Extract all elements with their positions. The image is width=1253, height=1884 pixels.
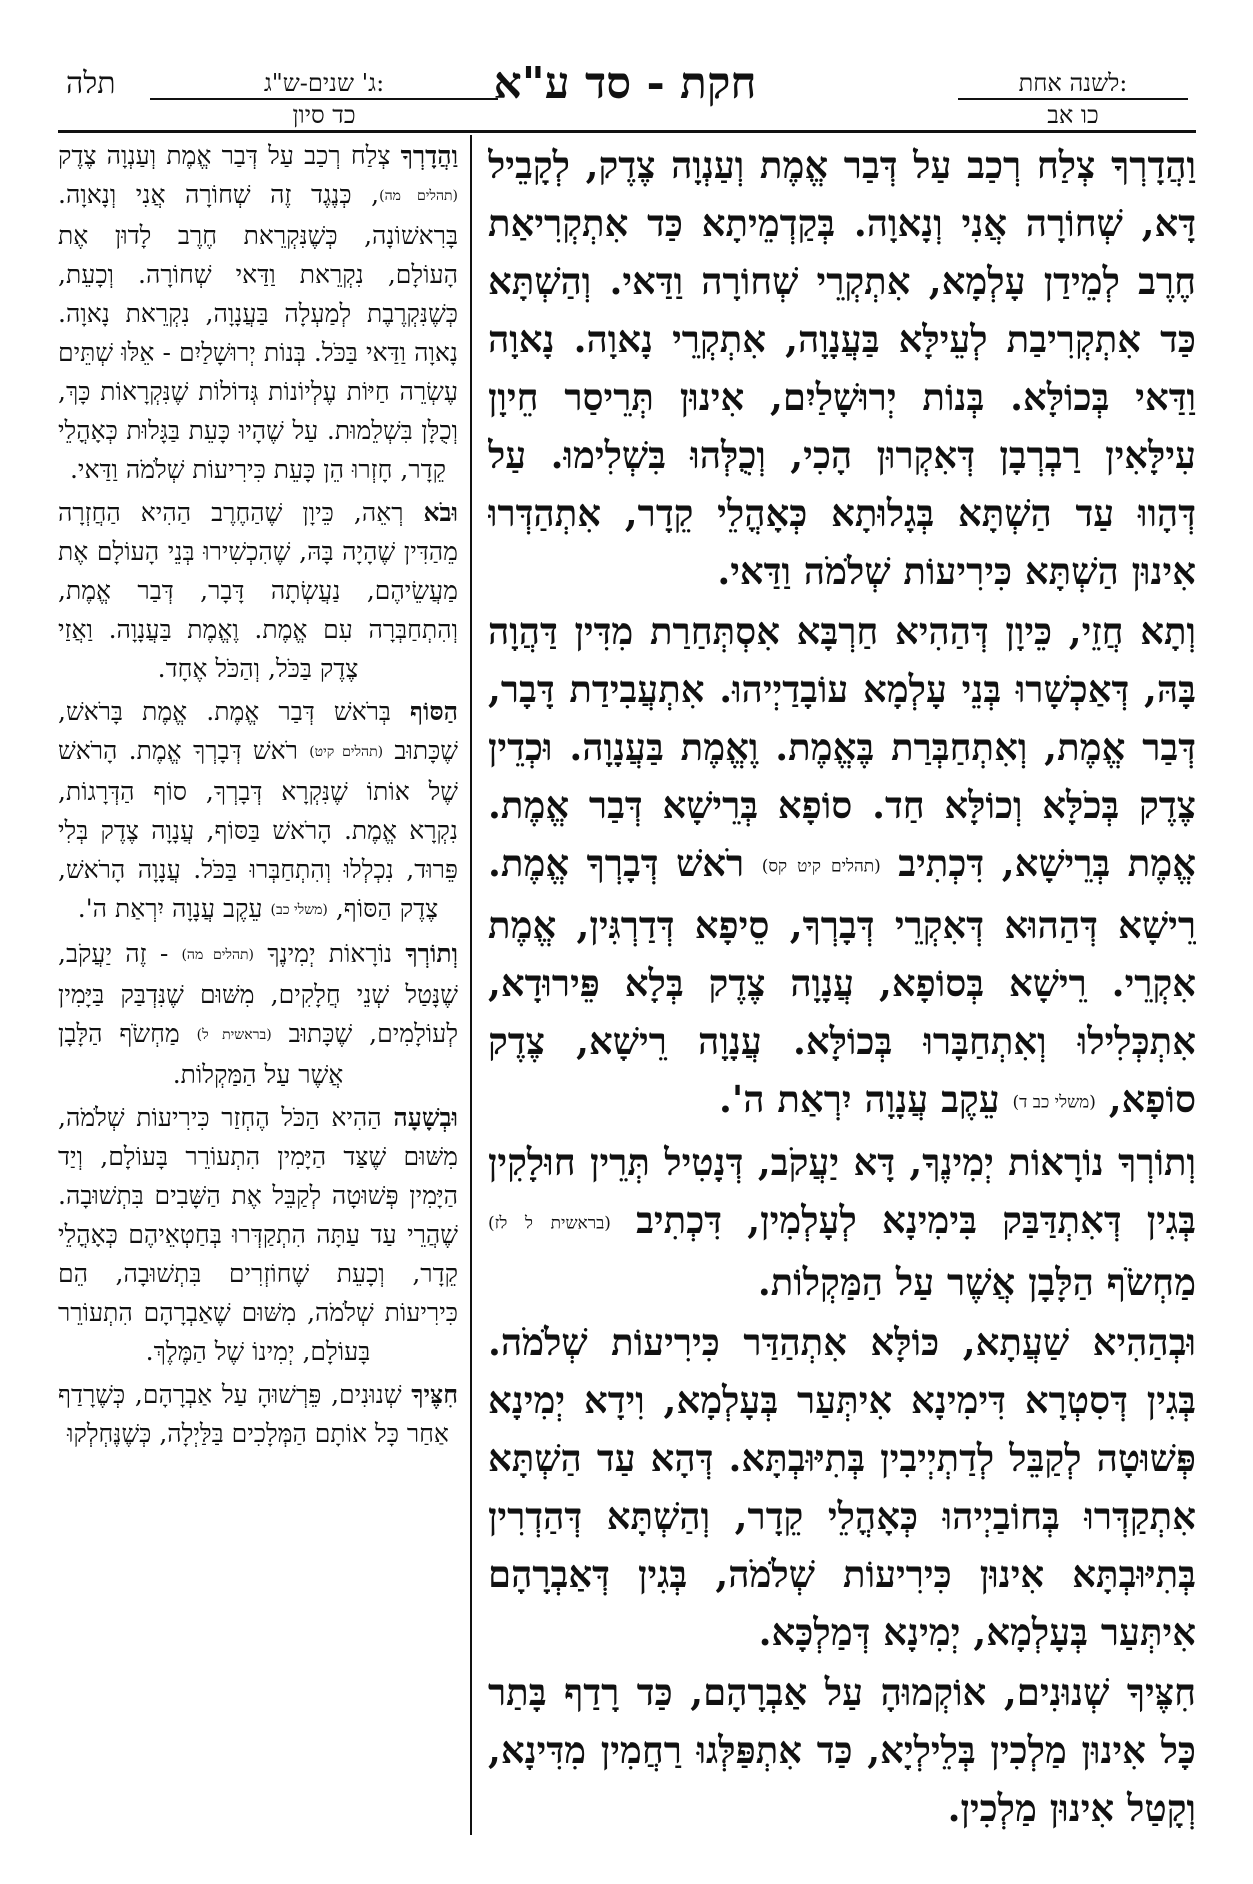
- verse-reference: (בראשית ל): [196, 1027, 272, 1043]
- main-paragraph: [488, 1663, 1196, 1837]
- paragraph-text: שְׁנוּנִים, פֵּרְשׁוּהָ עַל אַבְרָהָם, כְּשֶׁרָדַף אַחַר כָּל אוֹתָם הַמְּלָכִים בַּלַּיְלָה, כְּשֶׁנֶּחְלְקוּ: [58, 1380, 449, 1448]
- schedule-three-years-label: ג' שנים-ש"ג:: [263, 69, 385, 97]
- paragraph-lead-word: וּבְהַהִיא: [1092, 1319, 1196, 1364]
- paragraph-text: , כְּנֶגֶד זֶה שְׁחוֹרָה אֲנִי וְנָאוָה. בָּרִאשׁוֹנָה, כְּשֶׁנִּקְרֵאת חֶרֶב לָדוּן אֶת הָעוֹלָם, נִקְרֵאת וַדַּאי שְׁחוֹרָה. וְכָעֵת, כְּשֶׁנִּקְרֶבֶת לְמַעְלָה בַּעֲנָוָה, נִקְרֵאת נָאוָה. נָאוָה וַדַּאי בַּכֹּל. בְּנוֹת יְרוּשָׁלַיִם - אֵלּוּ שְׁתֵּים עֶשְׂרֵה חַיּוֹת עֶלְיוֹנוֹת גְּדוֹלוֹת שֶׁנִּקְרָאוֹת כָּךְ, וְכֻלָּן בִּשְׁלֵמוּת. עַל שֶׁהָיוּ כָּעֵת בַּגָּלוּת כְּאָהֳלֵי קֵדָר, חָזְרוּ הֵן כָּעֵת כִּירִיעוֹת שְׁלֹמֹה וַדַּאי.: [58, 180, 458, 484]
- paragraph-lead-word: וְתוֹרְךָ: [1118, 1140, 1196, 1184]
- verse-reference: (משלי כב ד): [1012, 1092, 1096, 1112]
- side-paragraph: [58, 493, 458, 688]
- verse-reference: (תהלים קיט קס): [761, 856, 881, 877]
- column-divider: [470, 135, 472, 1835]
- page-header: [0, 0, 1253, 129]
- main-paragraph: [488, 602, 1196, 1131]
- paragraph-lead-word: וַהֲדָרְךָ: [1111, 143, 1196, 187]
- paragraph-text: שְׁנוּנִים, אוֹקְמוּהָ עַל אַבְרָהָם, כַּד רָדַף בָּתַר כָּל אִינוּן מַלְכִין בְּלֵילְיָא, כַּד אִתְפַּלְּגוּ רַחֲמִין מִדִּינָא, וְקָטַל אִינוּן מַלְכִין.: [488, 1669, 1196, 1830]
- side-paragraph: [58, 1375, 458, 1453]
- paragraph-lead-word: חִצֶּיךָ: [411, 1380, 458, 1409]
- translation-column: [58, 136, 458, 1836]
- verse-reference: (תהלים מה): [379, 188, 458, 204]
- verse-reference: (משלי כב): [270, 902, 328, 918]
- paragraph-text: חֲזֵי, כֵּיוָן דְּהַהִיא חַרְבָּא אִסְתְּחַרַת מִדִּין דַּהֲוָה בָּהּ, דְּאַכְשָׁרוּ בְּנֵי עָלְמָא עוֹבָדַיְיהוּ. אִתְעֲבִידַת דָּבָר, דְּבַר אֱמֶת, וְאִתְחַבְּרַת בֶּאֱמֶת. וֶאֱמֶת בַּעֲנָוָה. וּכְדֵין צֶדֶק בְּכֹלָּא וְכוֹלָּא חַד. סוֹפָא בְּרֵישָׁא דְּבַר אֱמֶת. אֱמֶת בְּרֵישָׁא, דִּכְתִיב: [488, 609, 1196, 885]
- paragraph-lead-word: וְתוֹרְךָ: [405, 939, 458, 968]
- paragraph-text: צְלַח רְכַב עַל דְּבַר אֱמֶת וְעַנְוָה צֶדֶק: [58, 141, 401, 170]
- paragraph-text: - זֶה יַעֲקֹב, שֶׁנָּטַל שְׁנֵי חֲלָקִים, מִשּׁוּם שֶׁנִּדְבַּק בַּיָּמִין לְעוֹלָמִים, שֶׁכָּתוּב: [58, 939, 458, 1048]
- side-paragraph: [58, 1098, 458, 1371]
- page-title: חקת - סד ע"א: [493, 58, 757, 109]
- header-rule: [58, 130, 1196, 133]
- side-paragraph: [58, 692, 458, 930]
- paragraph-text: מַחְשֹׂף הַלָּבָן אֲשֶׁר עַל הַמַּקְלוֹת.: [757, 1259, 1196, 1304]
- verse-reference: (בראשית ל לז): [488, 1213, 611, 1234]
- main-paragraph: [488, 136, 1196, 600]
- side-paragraph: [58, 934, 458, 1094]
- paragraph-text: רְאֵה, כֵּיוָן שֶׁהַחֶרֶב הַהִיא הַחֲזְרָה מֵהַדִּין שֶׁהָיָה בָּהּ, שֶׁהִכְשִׁירוּ בְּנֵי הָעוֹלָם אֶת מַעֲשֵׂיהֶם, נַעֲשְׂתָה דָּבָר, דְּבַר אֱמֶת, וְהִתְחַבְּרָה עִם אֱמֶת. וֶאֱמֶת בַּעֲנָוָה. וַאֲזַי צֶדֶק בַּכֹּל, וְהַכֹּל אֶחָד.: [58, 498, 458, 683]
- paragraph-text: רֹאשׁ דְּבָרְךָ אֱמֶת. הָרֹאשׁ שֶׁל אוֹתוֹ שֶׁנִּקְרָא דְּבָרְךָ, סוֹף הַדְּרָגוֹת, נִקְרָא אֱמֶת. הָרֹאשׁ בַּסּוֹף, עֲנָוָה צֶדֶק בְּלִי פֵּרוּד, נִכְלְלוּ וְהִתְחַבְּרוּ בַּכֹּל. עֲנָוָה הָרֹאשׁ, צֶדֶק הַסּוֹף,: [58, 736, 458, 923]
- paragraph-text: מַחְשֹׂף הַלָּבָן אֲשֶׁר עַל הַמַּקְלוֹת.: [58, 1019, 344, 1089]
- paragraph-text: נוֹרָאוֹת יְמִינֶךָ, דָּא יַעֲקֹב, דְּנָטִיל תְּרֵין חוּלָקִין בְּגִין דְּאִתְדַּבַּק בִּימִינָא לְעָלְמִין, דִּכְתִיב: [488, 1140, 1196, 1242]
- paragraph-text: צְלַח רְכַב עַל דְּבַר אֱמֶת וְעַנְוָה צֶדֶק, לְקָבֵיל דָּא, שְׁחוֹרָה אֲנִי וְנָאוָה. בְּקַדְמֵיתָא כַּד אִתְקְרִיאַת חֶרֶב לְמֵידַן עָלְמָא, אִתְקְרֵי שְׁחוֹרָה וַדַּאי. וְהַשְׁתָּא כַּד אִתְקְרִיבַת לְעֵילָּא בַּעֲנָוָה, אִתְקְרֵי נָאוָה. נָאוָה וַדַּאי בְּכוֹלָּא. בְּנוֹת יְרוּשָׁלַיִם, אִינוּן תְּרֵיסַר חֵיוָן עִילָּאִין רַבְרְבָן דְּאִקְרוּן הָכִי, וְכֻלְּהוּ בִּשְׁלִימוּ. עַל דְּהָווּ עַד הַשְׁתָּא בְּגָלוּתָא כְּאָהֳלֵי קֵדָר, אִתְהַדְּרוּ אִינוּן הַשְׁתָּא כִּירִיעוֹת שְׁלֹמֹה וַדַּאי.: [488, 143, 1196, 593]
- paragraph-text: עֵקֶב עֲנָוָה יִרְאַת ה'.: [77, 894, 271, 923]
- paragraph-text: הַהִיא הַכֹּל הֶחְזַר כִּירִיעוֹת שְׁלֹמֹה, מִשּׁוּם שֶׁצַּד הַיָּמִין הִתְעוֹרֵר בָּעוֹלָם, וְיַד הַיָּמִין פְּשׁוּטָה לְקַבֵּל אֶת הַשָּׁבִים בִּתְשׁוּבָה. שֶׁהֲרֵי עַד עַתָּה הִתְקַדְּרוּ בְּחַטְאֵיהֶם כְּאָהֳלֵי קֵדָר, וְכָעֵת שֶׁחוֹזְרִים בִּתְשׁוּבָה, הֵם כִּירִיעוֹת שְׁלֹמֹה, מִשּׁוּם שֶׁאַבְרָהָם הִתְעוֹרֵר בָּעוֹלָם, יְמִינוֹ שֶׁל הַמֶּלֶךְ.: [58, 1103, 458, 1366]
- main-text-column: [488, 136, 1196, 1836]
- paragraph-text: שַׁעֲתָא, כּוֹלָּא אִתְהַדַּר כִּירִיעוֹת שְׁלֹמֹה. בְּגִין דְּסִטְרָא דִּימִינָא אִיתְּעַר בְּעָלְמָא, וִידָא יְמִינָא פְּשׁוּטָה לְקַבֵּל לְדַתְיְיבִין בְּתִיּוּבְתָּא. דְּהָא עַד הַשְׁתָּא אִתְקַדְּרוּ בְּחוֹבַיְיהוּ כְּאָהֳלֵי קֵדָר, וְהַשְׁתָּא דְּהַדְרִין בְּתִיּוּבְתָּא אִינוּן כִּירִיעוֹת שְׁלֹמֹה, בְּגִין דְּאַבְרָהָם אִיתְּעַר בְּעָלְמָא, יְמִינָא דְּמַלְכָּא.: [488, 1319, 1196, 1654]
- paragraph-lead-word: וְתָא: [1140, 609, 1196, 653]
- verse-reference: (תהלים מה): [181, 947, 254, 963]
- side-paragraph: [58, 136, 458, 489]
- verse-reference: (תהלים קיט): [309, 744, 384, 760]
- paragraph-text: עֵקֶב עֲנָוָה יִרְאַת ה'.: [719, 1076, 1013, 1121]
- paragraph-lead-word: וַהֲדָרְךָ: [400, 141, 458, 170]
- paragraph-text: רֹאשׁ דְּבָרְךָ אֱמֶת. רֵישָׁא דְּהַהוּא דְּאִקְרֵי דְּבָרְךָ, סֵיפָא דְּדַרְגִּין, אֱמֶת אִקְרֵי. רֵישָׁא בְּסוֹפָא, עֲנָוָה צֶדֶק בְּלָא פֵּירוּדָא, אִתְכְּלִילוּ וְאִתְחַבָּרוּ בְּכוֹלָּא. עֲנָוָה רֵישָׁא, צֶדֶק סוֹפָא,: [488, 841, 1196, 1121]
- schedule-one-year-label: לשנה אחת:: [1018, 69, 1128, 97]
- main-paragraph: [488, 1313, 1196, 1661]
- paragraph-lead-word: הַסּוֹף: [410, 697, 458, 726]
- schedule-one-year-date: כו אב: [958, 98, 1188, 130]
- paragraph-lead-word: חִצֶּיךָ: [1126, 1669, 1196, 1714]
- schedule-three-years-date: כד סיון: [150, 98, 498, 130]
- schedule-three-years: [150, 68, 498, 130]
- paragraph-lead-word: וּבֹא: [423, 498, 458, 527]
- page-number: תלה: [66, 66, 116, 101]
- schedule-one-year: [958, 68, 1188, 130]
- paragraph-lead-word: וּבְשָׁעָה: [393, 1103, 458, 1132]
- paragraph-text: נוֹרָאוֹת יְמִינֶךָ: [254, 939, 406, 968]
- paragraph-text: בְּרֹאשׁ דְּבַר אֱמֶת. אֱמֶת בָּרֹאשׁ, שֶׁכָּתוּב: [58, 697, 458, 765]
- main-paragraph: [488, 1133, 1196, 1311]
